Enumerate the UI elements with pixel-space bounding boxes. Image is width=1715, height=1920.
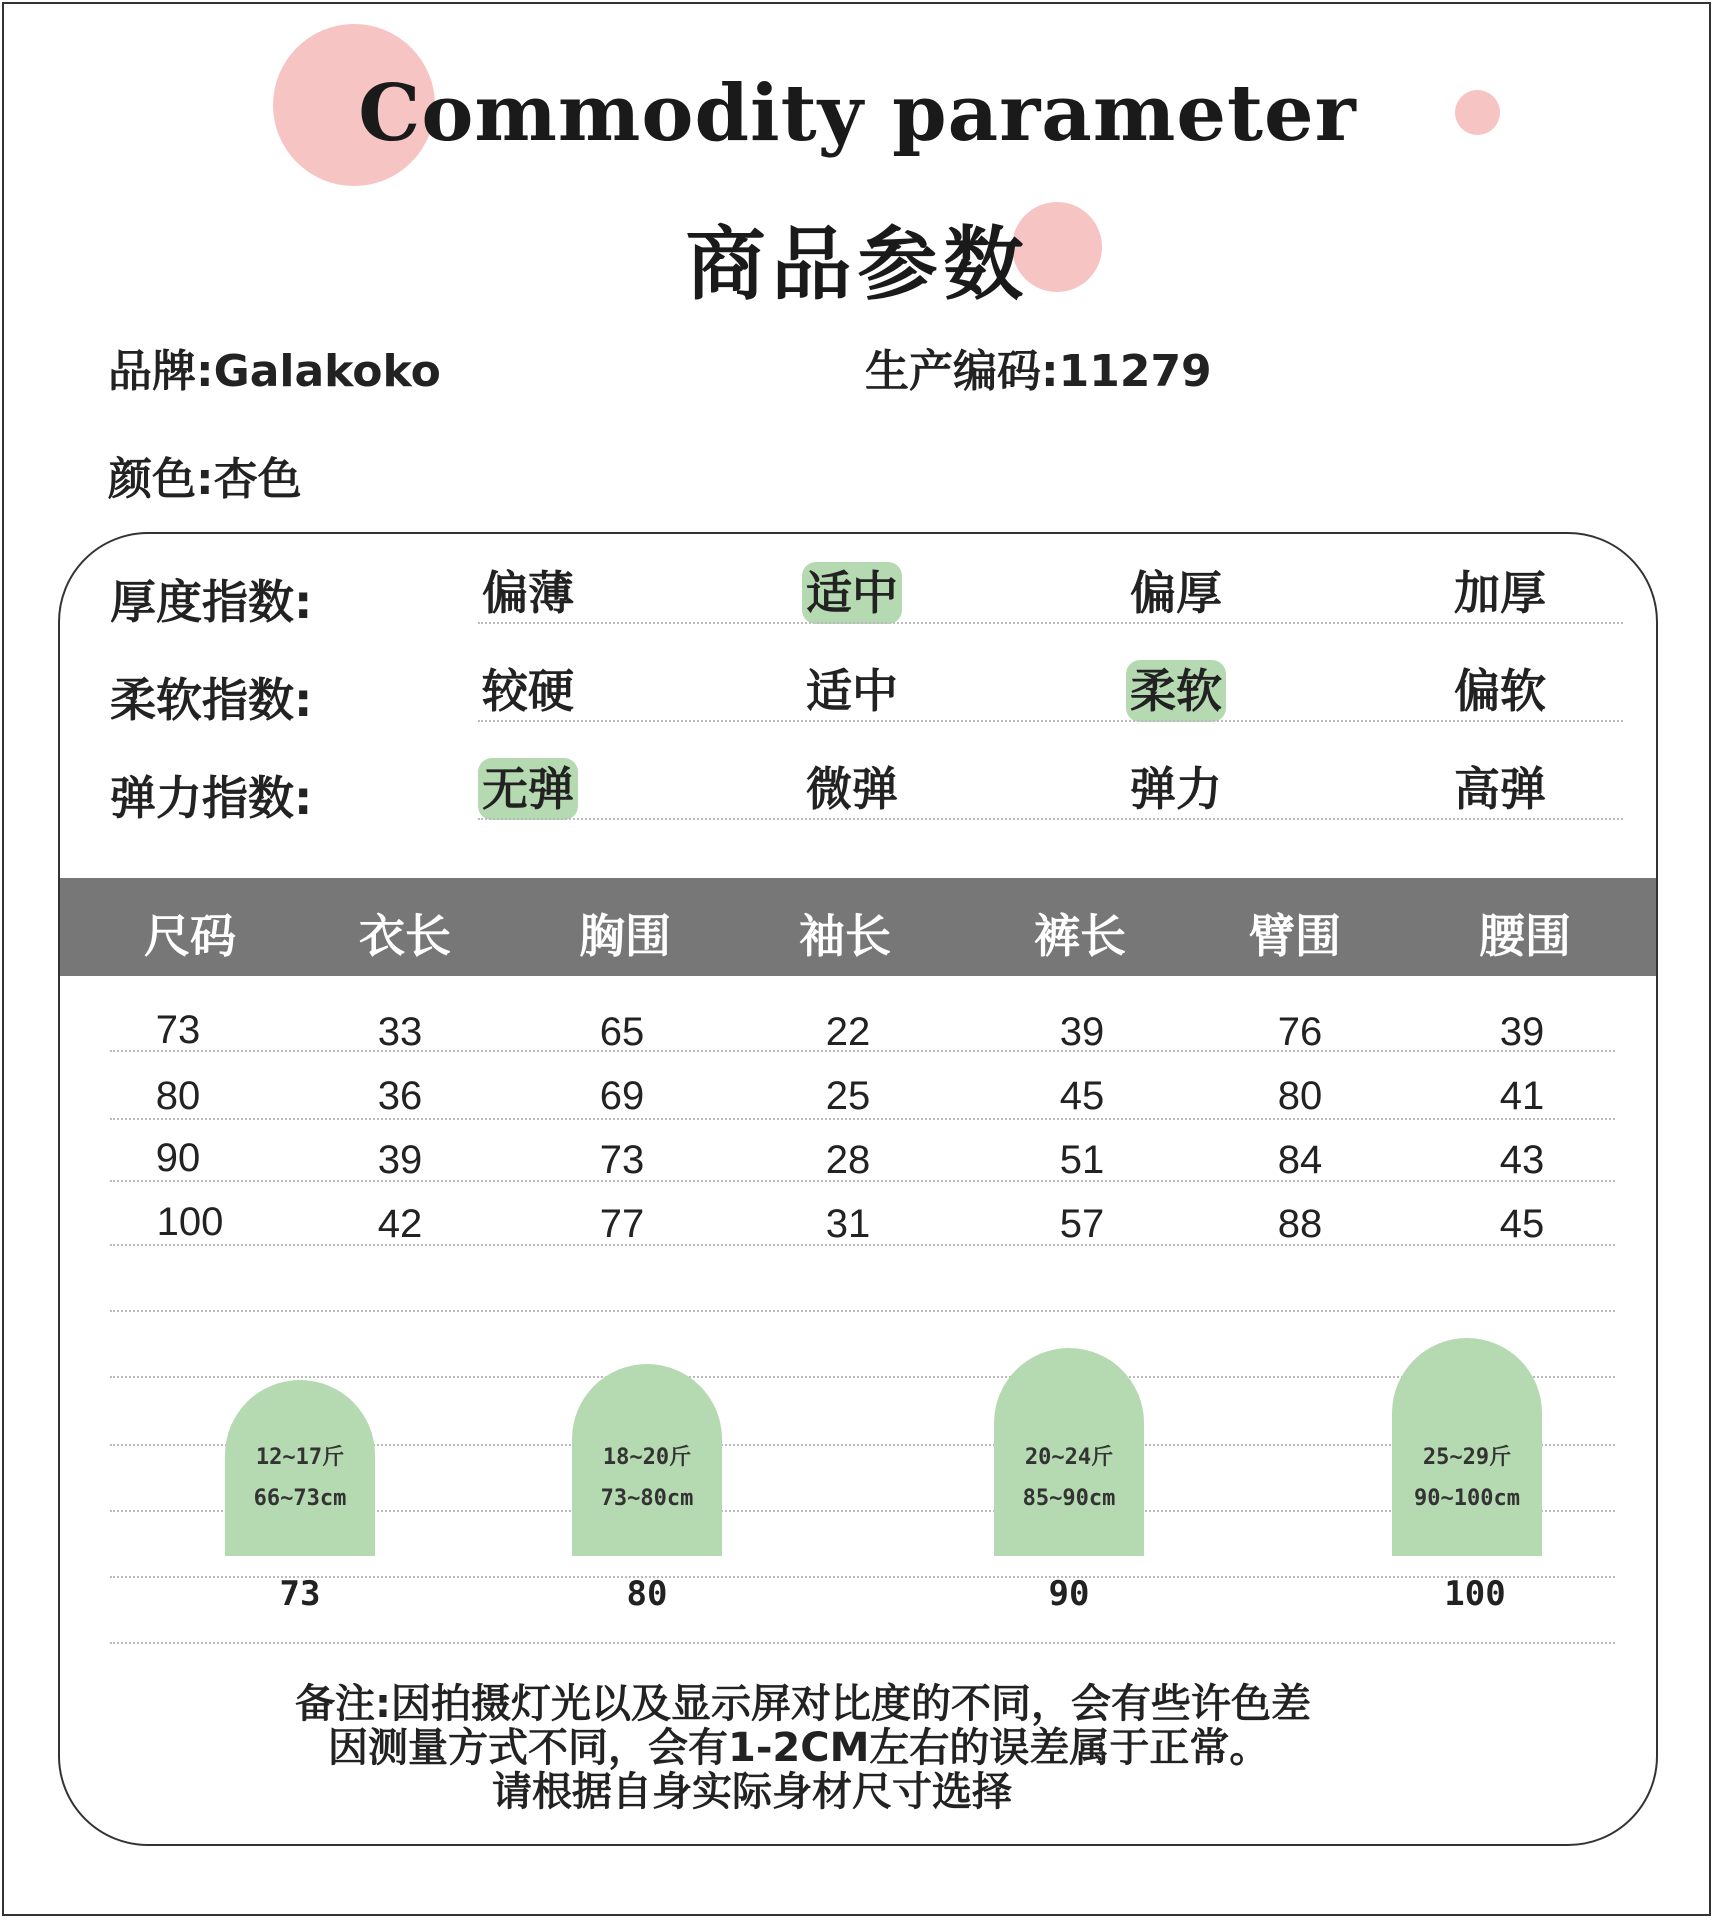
index-divider: [478, 818, 1623, 820]
size-arch-100: [1392, 1338, 1542, 1556]
table-cell: 80: [1277, 1074, 1323, 1118]
index-option-selected: 柔软: [1126, 660, 1226, 722]
table-cell: 69: [599, 1074, 645, 1118]
table-cell: 41: [1499, 1074, 1545, 1118]
arch-weight: 12~17斤: [255, 1445, 345, 1470]
table-cell: 33: [377, 1010, 423, 1054]
table-cell: 36: [377, 1074, 423, 1118]
index-option-selected: 无弹: [478, 758, 578, 820]
index-label: 厚度指数:: [110, 575, 313, 629]
index-option: 偏厚: [1130, 566, 1222, 620]
index-option: 高弹: [1454, 762, 1546, 816]
table-cell: 22: [825, 1010, 871, 1054]
index-option-selected: 适中: [802, 562, 902, 624]
index-option: 偏薄: [482, 566, 574, 620]
parameter-panel: [58, 532, 1658, 1846]
index-option: 较硬: [482, 664, 574, 718]
table-cell: 51: [1059, 1138, 1105, 1182]
note-line-2: 因测量方式不同，会有1-2CM左右的误差属于正常。: [328, 1725, 1270, 1771]
arch-size-label: 90: [1048, 1574, 1090, 1614]
index-divider: [478, 622, 1623, 624]
note-line-3: 请根据自身实际身材尺寸选择: [492, 1769, 1012, 1815]
table-cell: 25: [825, 1074, 871, 1118]
index-label: 弹力指数:: [110, 771, 313, 825]
row-divider: [110, 1642, 1615, 1644]
column-header: 裤长: [1034, 909, 1126, 963]
column-header: 袖长: [799, 909, 891, 963]
size-arch-73: [225, 1380, 375, 1556]
table-cell: 77: [599, 1202, 645, 1246]
table-cell: 84: [1277, 1138, 1323, 1182]
product-code-info: 生产编码:11279: [865, 346, 1212, 397]
index-row-elasticity: [60, 752, 1658, 825]
size-table-header: [60, 878, 1658, 976]
table-cell: 76: [1277, 1010, 1323, 1054]
arch-size-label: 73: [279, 1574, 321, 1614]
table-cell: 39: [1499, 1010, 1545, 1054]
table-cell: 42: [377, 1202, 423, 1246]
arch-weight: 20~24斤: [1024, 1445, 1114, 1470]
table-cell: 88: [1277, 1202, 1323, 1246]
brand-info: 品牌:Galakoko: [108, 346, 441, 397]
size-arch-90: [994, 1348, 1144, 1556]
table-cell: 90: [155, 1136, 201, 1180]
column-header: 尺码: [144, 909, 236, 963]
index-label: 柔软指数:: [110, 673, 313, 727]
index-option: 加厚: [1454, 566, 1546, 620]
color-info: 颜色:杏色: [108, 454, 302, 505]
table-cell: 39: [1059, 1010, 1105, 1054]
column-header: 腰围: [1479, 909, 1571, 963]
arch-size-label: 100: [1444, 1574, 1506, 1614]
table-cell: 57: [1059, 1202, 1105, 1246]
index-option: 微弹: [806, 762, 898, 816]
row-divider: [110, 1118, 1615, 1120]
index-option: 偏软: [1454, 664, 1546, 718]
table-cell: 65: [599, 1010, 645, 1054]
column-header: 衣长: [359, 909, 451, 963]
index-divider: [478, 720, 1623, 722]
arch-weight: 25~29斤: [1422, 1445, 1512, 1470]
arch-height: 90~100cm: [1414, 1486, 1520, 1511]
row-divider: [110, 1310, 1615, 1312]
arch-height: 73~80cm: [600, 1486, 694, 1511]
title-english: Commodity parameter: [358, 68, 1357, 159]
index-option: 适中: [806, 664, 898, 718]
table-cell: 28: [825, 1138, 871, 1182]
note-line-1: 备注:因拍摄灯光以及显示屏对比度的不同，会有些许色差: [295, 1681, 1311, 1727]
table-cell: 100: [156, 1200, 224, 1244]
table-cell: 31: [825, 1202, 871, 1246]
table-cell: 80: [155, 1074, 201, 1118]
index-row-softness: [60, 654, 1658, 727]
arch-weight: 18~20斤: [602, 1445, 692, 1470]
arch-size-label: 80: [626, 1574, 668, 1614]
index-row-thickness: [60, 556, 1658, 629]
table-cell: 45: [1059, 1074, 1105, 1118]
row-divider: [110, 1050, 1615, 1052]
row-divider: [110, 1180, 1615, 1182]
table-cell: 73: [155, 1008, 201, 1052]
title-chinese: 商品参数: [685, 218, 1030, 311]
table-cell: 73: [599, 1138, 645, 1182]
arch-height: 66~73cm: [253, 1486, 347, 1511]
index-option: 弹力: [1130, 762, 1222, 816]
arch-height: 85~90cm: [1022, 1486, 1116, 1511]
column-header: 胸围: [579, 909, 671, 963]
column-header: 臂围: [1249, 909, 1341, 963]
size-arch-80: [572, 1364, 722, 1556]
table-cell: 43: [1499, 1138, 1545, 1182]
row-divider: [110, 1376, 1615, 1378]
row-divider: [110, 1244, 1615, 1246]
table-cell: 39: [377, 1138, 423, 1182]
table-cell: 45: [1499, 1202, 1545, 1246]
